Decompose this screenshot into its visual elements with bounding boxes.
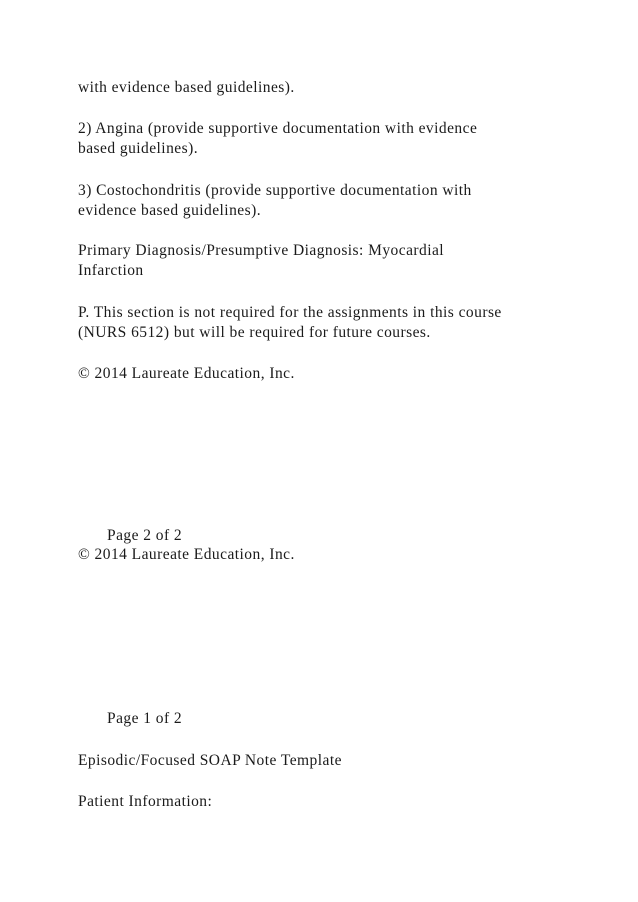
text-line-costochondritis-cont: evidence based guidelines). (78, 202, 262, 219)
copyright-line-footer: © 2014 Laureate Education, Inc. (78, 546, 295, 563)
text-line-plan-section-cont: (NURS 6512) but will be required for future courses. (78, 324, 431, 341)
page-number-1: Page 1 of 2 (107, 710, 183, 727)
text-line-primary-diagnosis-cont: Infarction (78, 262, 144, 279)
text-line-angina: 2) Angina (provide supportive documentation with evidence (78, 120, 478, 137)
text-line-angina-cont: based guidelines). (78, 140, 199, 157)
page-number-2: Page 2 of 2 (107, 527, 183, 544)
patient-information-heading: Patient Information: (78, 793, 213, 810)
text-line-guidelines-end: with evidence based guidelines). (78, 79, 295, 96)
text-line-primary-diagnosis: Primary Diagnosis/Presumptive Diagnosis: Myocardial (78, 242, 445, 259)
text-line-costochondritis: 3) Costochondritis (provide supportive documentation with (78, 182, 472, 199)
document-title: Episodic/Focused SOAP Note Template (78, 752, 342, 769)
text-line-plan-section: P. This section is not required for the assignments in this course (78, 304, 502, 321)
copyright-line: © 2014 Laureate Education, Inc. (78, 365, 295, 382)
